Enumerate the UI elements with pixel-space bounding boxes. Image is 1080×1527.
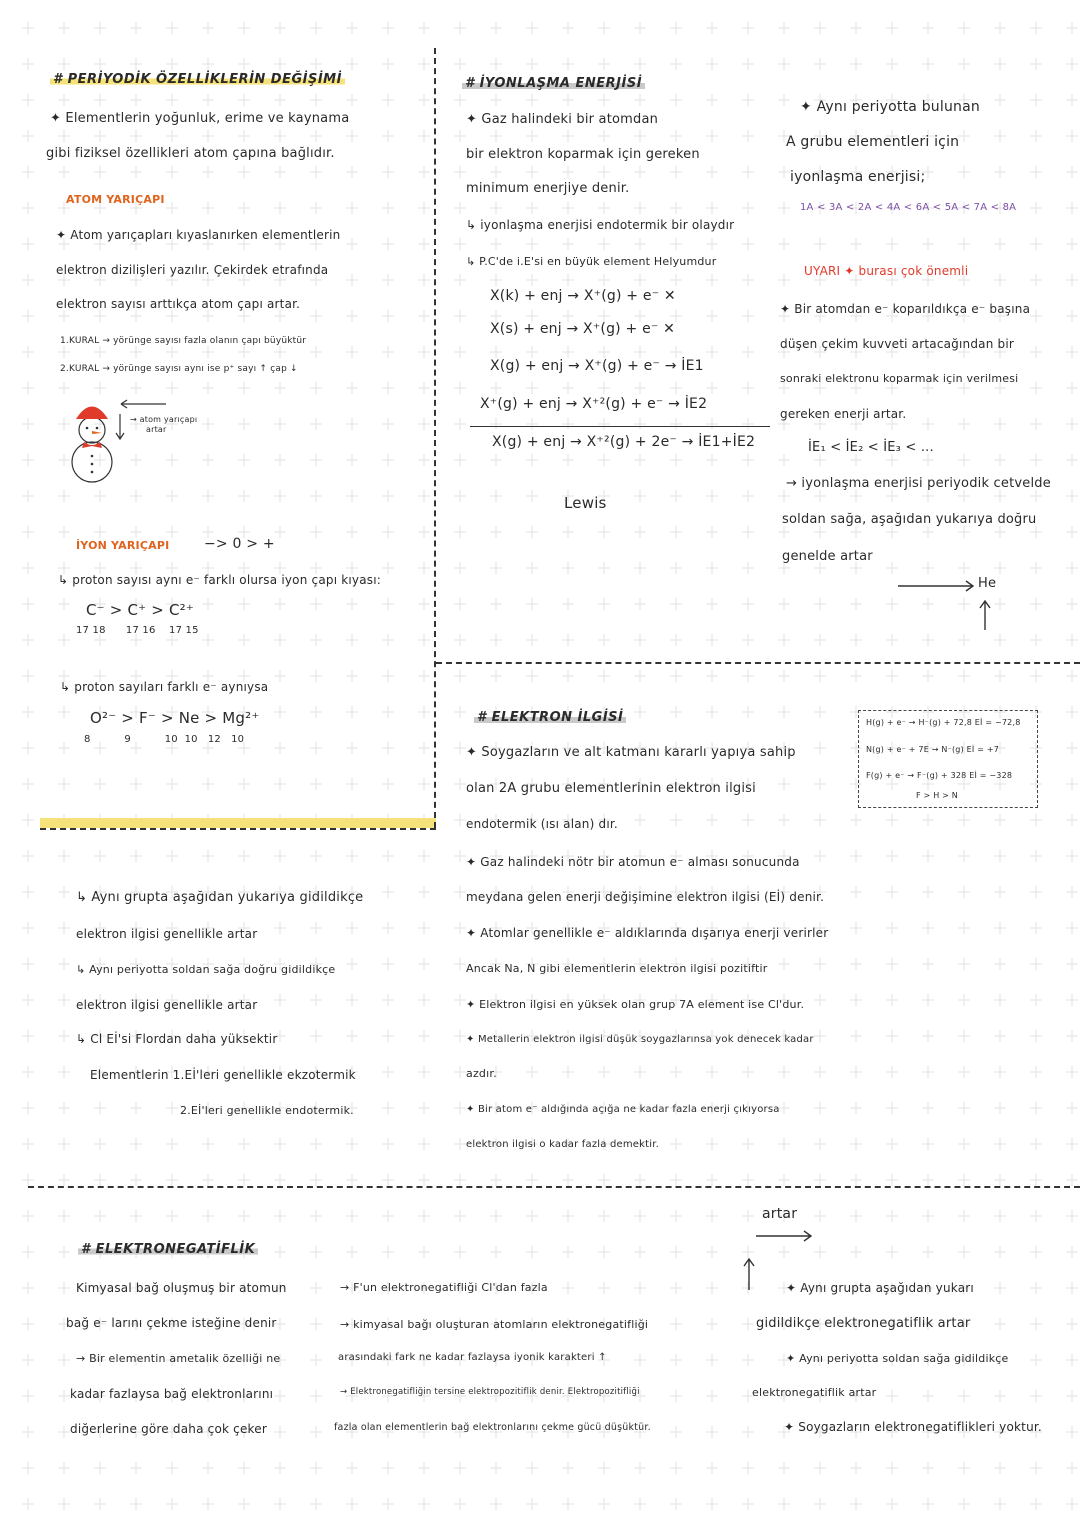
snowman-note: artar [146,425,167,434]
text-line: genelde artar [782,549,873,564]
text-line: ✦ Gaz halindeki nötr bir atomun e⁻ alması sonucunda [466,855,800,869]
text-line: ✦ Bir atom e⁻ aldığında açığa ne kadar fazla enerji çıkıyorsa [466,1104,780,1115]
text-line: Kimyasal bağ oluşmuş bir atomun [76,1281,287,1295]
text-line: sonraki elektronu koparmak için verilmesi [780,372,1019,385]
text-line: endotermik (ısı alan) dır. [466,817,618,831]
rule-2: 2.KURAL → yörünge sayısı aynı ise p⁺ sayı ↑ çap ↓ [60,364,298,374]
text-line: ✦ Soygazların ve alt katmanı kararlı yapıya sahip [466,745,796,760]
helium-label: He [978,576,997,591]
text-line: gidildikçe elektronegatiflik artar [756,1316,971,1331]
text-line: ✦ Elementlerin yoğunluk, erime ve kaynama [50,111,350,126]
yellow-highlight-bar [40,818,436,828]
subtitle-ion-radius: İYON YARIÇAPI [76,539,170,552]
text-line: ✦ Bir atomdan e⁻ koparıldıkça e⁻ başına [780,302,1031,316]
text-line: ↳ iyonlaşma enerjisi endotermik bir olaydır [466,218,735,232]
text-line: elektron ilgisi genellikle artar [76,927,258,941]
equation-underline [470,426,770,427]
text-line: A grubu elementleri için [786,134,960,150]
arrow-up-icon [742,1258,756,1290]
rule-1: 1.KURAL → yörünge sayısı fazla olanın çapı büyüktür [60,336,307,346]
arrow-right-icon [756,1230,816,1242]
text-line: ↳ Aynı periyotta soldan sağa doğru gidildikçe [76,963,336,976]
arrow-up-icon [978,600,992,630]
ion-example-2: O²⁻ > F⁻ > Ne > Mg²⁺ [90,709,260,727]
text-line: 2.Eİ'leri genellikle endotermik. [180,1104,354,1117]
text-line: ↳ Aynı grupta aşağıdan yukarıya gidildikçe [76,890,364,905]
text-line: ↳ proton sayısı aynı e⁻ farklı olursa iyon çapı kıyası: [58,573,382,587]
snowman-note: → atom yarıçapı [130,415,198,424]
text-line: minimum enerjiye denir. [466,181,630,196]
text-line: ✦ Elektron ilgisi en yüksek olan grup 7A element ise Cl'dur. [466,998,805,1011]
text-line: kadar fazlaysa bağ elektronlarını [70,1387,274,1401]
arrow-right-icon [898,580,978,592]
equation-4: X⁺(g) + enj → X⁺²(g) + e⁻ → İE2 [480,396,708,412]
text-line: ↳ proton sayıları farklı e⁻ aynıysa [60,680,269,694]
text-line: ↳ P.C'de i.E'si en büyük element Helyumdur [466,255,717,268]
divider-vertical-top [434,48,436,828]
artar-label: artar [762,1206,798,1222]
text-line: → F'un elektronegatifliği Cl'dan fazla [340,1281,548,1294]
snowman-icon [56,390,166,490]
text-line: ✦ Aynı periyotta bulunan [800,99,980,115]
text-line: bir elektron koparmak için gereken [466,147,700,162]
text-line: soldan sağa, aşağıdan yukarıya doğru [782,512,1037,527]
text-line: → iyonlaşma enerjisi periyodik cetvelde [786,476,1051,491]
equation-5: X(g) + enj → X⁺²(g) + 2e⁻ → İE1+İE2 [492,434,756,450]
text-line: ✦ Atomlar genellikle e⁻ aldıklarında dışarıya enerji verirler [466,926,829,940]
text-line: iyonlaşma enerjisi; [790,169,926,185]
text-line: Elementlerin 1.Eİ'leri genellikle ekzotermik [90,1068,356,1082]
text-line: fazla olan elementlerin bağ elektronlarını çekme gücü düşüktür. [334,1422,651,1433]
section-title-ionization: # İYONLAŞMA ENERJİSİ [462,76,645,91]
ion-example-1: C⁻ > C⁺ > C²⁺ [86,601,194,619]
text-line: olan 2A grubu elementlerinin elektron ilgisi [466,781,756,796]
section-title-electronegativity: # ELEKTRONEGATİFLİK [78,1242,258,1257]
warning-label: UYARI ✦ burası çok önemli [804,264,969,278]
text-line: ↳ Cl Eİ'si Flordan daha yüksektir [76,1032,278,1046]
text-line: ✦ Atom yarıçapları kıyaslanırken elementlerin [56,228,341,242]
text-line: → Bir elementin ametalik özelliği ne [76,1352,281,1365]
text-line: gereken enerji artar. [780,407,907,421]
text-line: diğerlerine göre daha çok çeker [70,1422,267,1436]
text-line: Ancak Na, N gibi elementlerin elektron ilgisi pozitiftir [466,962,768,975]
text-line: meydana gelen enerji değişimine elektron ilgisi (Eİ) denir. [466,890,825,904]
text-line: → Elektronegatifliğin tersine elektropozitiflik denir. Elektropozitifliği [340,1387,640,1397]
text-line: gibi fiziksel özellikleri atom çapına bağlıdır. [46,146,335,161]
affinity-example: H(g) + e⁻ → H⁻(g) + 72,8 Eİ = −72,8 [866,718,1021,727]
ion-order: −> 0 > + [204,536,275,552]
text-line: ✦ Metallerin elektron ilgisi düşük soygazlarınsa yok denecek kadar [466,1034,814,1045]
text-line: ✦ Gaz halindeki bir atomdan [466,112,659,127]
text-line: → kimyasal bağı oluşturan atomların elektronegatifliği [340,1318,649,1331]
text-line: azdır. [466,1067,497,1080]
section-title-periodic: # PERİYODİK ÖZELLİKLERİN DEĞİŞİMİ [50,72,345,87]
subtitle-atom-radius: ATOM YARIÇAPI [66,193,165,206]
text-line: bağ e⁻ larını çekme isteğine denir [66,1316,277,1330]
text-line: elektron sayısı arttıkça atom çapı artar. [56,297,301,311]
text-line: düşen çekim kuvveti artacağından bir [780,337,1014,351]
ion-example-2-numbers: 8 9 10 10 12 10 [84,734,245,745]
divider-horizontal-top-right [436,662,1080,664]
ion-example-1-numbers: 17 18 17 16 17 15 [76,625,199,636]
text-line: elektron ilgisi o kadar fazla demektir. [466,1139,660,1150]
section-title-electron-affinity: # ELEKTRON İLGİSİ [474,710,626,725]
equation-2: X(s) + enj → X⁺(g) + e⁻ ✕ [490,321,676,337]
affinity-example: F(g) + e⁻ → F⁻(g) + 328 Eİ = −328 [866,771,1013,780]
divider-horizontal-top-left [40,828,436,830]
lewis-label: Lewis [564,494,607,512]
text-line: ✦ Aynı periyotta soldan sağa gidildikçe [786,1352,1009,1365]
text-line: ✦ Soygazların elektronegatiflikleri yoktur. [784,1420,1042,1434]
ionization-order: 1A < 3A < 2A < 4A < 6A < 5A < 7A < 8A [800,202,1017,213]
affinity-example: N(g) + e⁻ + 7E → N⁻(g) Eİ = +7 [866,745,1000,754]
text-line: arasındaki fark ne kadar fazlaysa iyonik karakteri ↑ [338,1352,607,1363]
divider-horizontal-bottom [28,1186,1080,1188]
equation-3: X(g) + enj → X⁺(g) + e⁻ → İE1 [490,358,704,374]
text-line: elektron dizilişleri yazılır. Çekirdek etrafında [56,263,329,277]
text-line: elektronegatiflik artar [752,1386,877,1399]
text-line: elektron ilgisi genellikle artar [76,998,258,1012]
affinity-example-order: F > H > N [916,791,958,800]
ie-order: İE₁ < İE₂ < İE₃ < ... [808,440,934,455]
text-line: ✦ Aynı grupta aşağıdan yukarı [786,1281,974,1295]
equation-1: X(k) + enj → X⁺(g) + e⁻ ✕ [490,288,676,304]
